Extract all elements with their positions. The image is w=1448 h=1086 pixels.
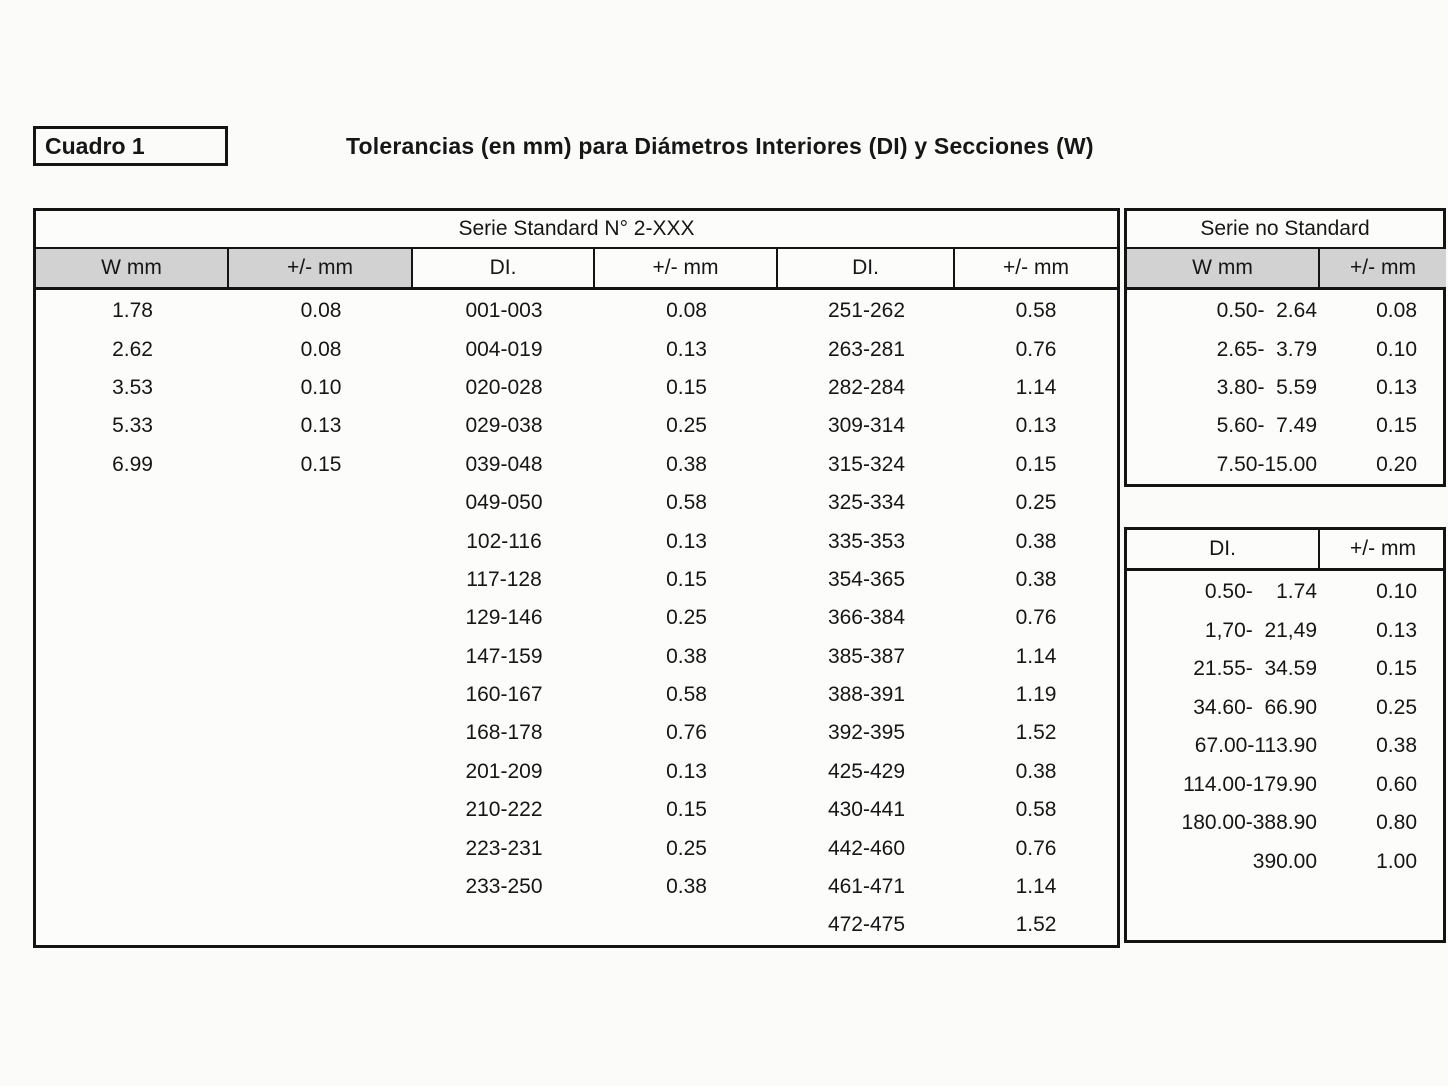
table-cell: 263-281	[827, 337, 906, 361]
table-cell	[229, 522, 413, 560]
table-cell: 0.25	[1376, 695, 1417, 719]
table-cell: 325-334	[827, 491, 906, 515]
table-cell: 3.80- 5.59	[1216, 375, 1317, 399]
table-cell: 117-128	[466, 567, 542, 591]
table-cell: 049-050	[465, 491, 543, 515]
table-cell: 315-324	[827, 452, 906, 476]
table-cell: 0.15	[1376, 657, 1417, 681]
column-header: DI.	[1127, 530, 1320, 568]
table-cell: 0.38	[1015, 759, 1057, 783]
table-cell	[229, 638, 413, 676]
table-cell	[36, 599, 229, 637]
table-cell: 2.62	[112, 337, 153, 361]
column-header: +/- mm	[229, 249, 413, 287]
table-cell: 1.52	[1015, 913, 1057, 937]
table-cell: 180.00-388.90	[1181, 811, 1317, 835]
table-cell: 201-209	[465, 759, 543, 783]
table-cell: 0.25	[666, 836, 707, 860]
section-header-label: Serie no Standard	[1200, 217, 1370, 240]
table-cell	[36, 484, 229, 522]
table-section-header	[36, 211, 1117, 249]
table-cell: 129-146	[465, 606, 543, 630]
table-cell: 1.52	[1015, 721, 1057, 745]
non-standard-series-header-row	[1127, 249, 1443, 290]
column-header: W mm	[36, 249, 229, 287]
table-cell	[229, 906, 413, 944]
non-standard-di-grid	[1127, 571, 1443, 881]
table-cell	[229, 599, 413, 637]
table-cell: 0.15	[300, 452, 342, 476]
table-cell: 039-048	[465, 452, 543, 476]
table-cell	[36, 906, 229, 944]
table-cell: 0.13	[300, 414, 342, 438]
table-cell: 0.80	[1376, 811, 1417, 835]
table-cell: 0.10	[300, 375, 342, 399]
table-cell	[36, 676, 229, 714]
table-cell: 0.76	[1015, 337, 1057, 361]
table-cell: 168-178	[465, 721, 543, 745]
table-cell: 1.00	[1376, 849, 1417, 873]
non-standard-series-grid	[1127, 290, 1443, 484]
table-cell	[413, 906, 595, 944]
table-cell: 001-003	[465, 299, 543, 323]
table-cell: 2.65- 3.79	[1216, 337, 1317, 361]
table-cell: 102-116	[466, 529, 542, 553]
column-header: DI.	[778, 249, 955, 287]
table-cell: 0.13	[1376, 618, 1417, 642]
table-cell: 0.08	[300, 337, 342, 361]
table-cell: 020-028	[465, 375, 543, 399]
table-cell	[229, 714, 413, 752]
table-cell: 430-441	[827, 798, 906, 822]
table-cell: 0.38	[1376, 734, 1417, 758]
table-cell: 0.50- 1.74	[1204, 580, 1317, 604]
table-cell: 0.25	[666, 414, 707, 438]
table-cell	[229, 868, 413, 906]
table-cell: 385-387	[827, 644, 906, 668]
table-cell: 210-222	[465, 798, 543, 822]
table-cell: 0.15	[666, 798, 707, 822]
table-cell: 0.76	[1015, 836, 1057, 860]
table-cell	[36, 868, 229, 906]
table-cell: 461-471	[827, 875, 906, 899]
table-cell	[36, 714, 229, 752]
table-cell: 5.33	[112, 414, 153, 438]
table-cell	[229, 791, 413, 829]
table-cell: 1.19	[1015, 683, 1057, 707]
table-cell: 233-250	[465, 875, 543, 899]
table-cell: 251-262	[827, 299, 906, 323]
table-cell: 0.13	[666, 529, 707, 553]
table-cell: 0.15	[1015, 452, 1057, 476]
standard-series-header-row	[36, 249, 1117, 290]
standard-series-grid	[36, 290, 1117, 945]
table-cell: 0.13	[1376, 375, 1417, 399]
table-cell: 1.14	[1015, 875, 1057, 899]
table-cell: 0.58	[666, 491, 707, 515]
table-cell: 0.25	[666, 606, 707, 630]
column-header: +/- mm	[1003, 256, 1069, 279]
table-cell	[36, 561, 229, 599]
table-cell: 114.00-179.90	[1183, 772, 1317, 796]
table-cell: 392-395	[827, 721, 906, 745]
non-standard-di-header-row	[1127, 530, 1443, 571]
table-cell: 0.10	[1376, 337, 1417, 361]
table-cell: 67.00-113.90	[1194, 734, 1317, 758]
table-cell: 0.38	[1015, 529, 1057, 553]
standard-series-table	[33, 208, 1120, 948]
table-cell: 0.08	[1376, 299, 1417, 323]
page-title: Tolerancias (en mm) para Diámetros Interiores (DI) y Secciones (W)	[346, 133, 1094, 159]
table-cell: 0.15	[1376, 414, 1417, 438]
table-cell: 0.58	[666, 683, 707, 707]
table-cell: 3.53	[112, 375, 153, 399]
table-cell: 0.38	[666, 644, 707, 668]
column-header: +/- mm	[1320, 249, 1446, 287]
table-cell: 309-314	[827, 414, 906, 438]
table-cell: 0.58	[1015, 299, 1057, 323]
table-cell: 1.14	[1015, 644, 1057, 668]
table-cell: 0.76	[666, 721, 707, 745]
column-header: +/- mm	[1350, 537, 1416, 560]
non-standard-series-table	[1124, 208, 1446, 487]
table-cell: 472-475	[827, 913, 906, 937]
table-cell: 0.15	[666, 567, 707, 591]
table-cell: 147-159	[465, 644, 543, 668]
table-cell: 0.10	[1376, 580, 1417, 604]
table-cell	[229, 676, 413, 714]
table-cell: 004-019	[465, 337, 543, 361]
table-cell	[229, 484, 413, 522]
table-cell: 354-365	[827, 567, 906, 591]
table-cell: 0.38	[666, 875, 707, 899]
table-cell	[36, 829, 229, 867]
table-cell: 282-284	[827, 375, 906, 399]
column-header: DI.	[413, 249, 595, 287]
cuadro-label-box	[33, 126, 228, 166]
table-cell: 0.08	[300, 299, 342, 323]
table-cell: 0.25	[1015, 491, 1057, 515]
table-cell: 7.50-15.00	[1216, 452, 1317, 476]
table-cell	[595, 906, 778, 944]
non-standard-di-table	[1124, 527, 1446, 943]
table-cell: 1,70- 21,49	[1204, 618, 1317, 642]
table-cell: 366-384	[827, 606, 906, 630]
table-cell	[36, 791, 229, 829]
table-cell	[36, 638, 229, 676]
table-cell: 6.99	[112, 452, 153, 476]
table-cell	[36, 753, 229, 791]
table-cell	[229, 753, 413, 791]
table-cell	[36, 522, 229, 560]
table-cell: 0.58	[1015, 798, 1057, 822]
table-cell: 160-167	[465, 683, 543, 707]
table-cell: 0.08	[666, 299, 707, 323]
table-cell: 388-391	[827, 683, 906, 707]
table-cell: 0.13	[666, 337, 707, 361]
table-cell: 442-460	[827, 836, 906, 860]
cuadro-label: Cuadro 1	[45, 132, 145, 159]
table-cell: 335-353	[827, 529, 906, 553]
table-cell: 0.38	[666, 452, 707, 476]
table-section-header	[1127, 211, 1443, 249]
table-cell: 5.60- 7.49	[1216, 414, 1317, 438]
table-cell: 0.60	[1376, 772, 1417, 796]
table-cell: 029-038	[465, 414, 543, 438]
table-cell: 0.76	[1015, 606, 1057, 630]
table-cell: 0.50- 2.64	[1216, 299, 1317, 323]
table-cell: 0.20	[1376, 452, 1417, 476]
table-cell	[229, 561, 413, 599]
table-cell: 0.13	[666, 759, 707, 783]
column-header: W mm	[1127, 249, 1320, 287]
table-cell: 223-231	[465, 836, 543, 860]
column-header: +/- mm	[595, 249, 778, 287]
table-cell: 21.55- 34.59	[1193, 657, 1317, 681]
section-header-label: Serie Standard N° 2-XXX	[458, 217, 695, 240]
table-cell: 390.00	[1252, 849, 1317, 873]
table-cell	[229, 829, 413, 867]
table-cell: 0.38	[1015, 567, 1057, 591]
table-cell: 0.15	[666, 375, 707, 399]
table-cell: 34.60- 66.90	[1193, 695, 1317, 719]
table-cell: 425-429	[827, 759, 906, 783]
table-cell: 0.13	[1015, 414, 1057, 438]
table-cell: 1.78	[112, 299, 153, 323]
table-cell: 1.14	[1015, 375, 1057, 399]
